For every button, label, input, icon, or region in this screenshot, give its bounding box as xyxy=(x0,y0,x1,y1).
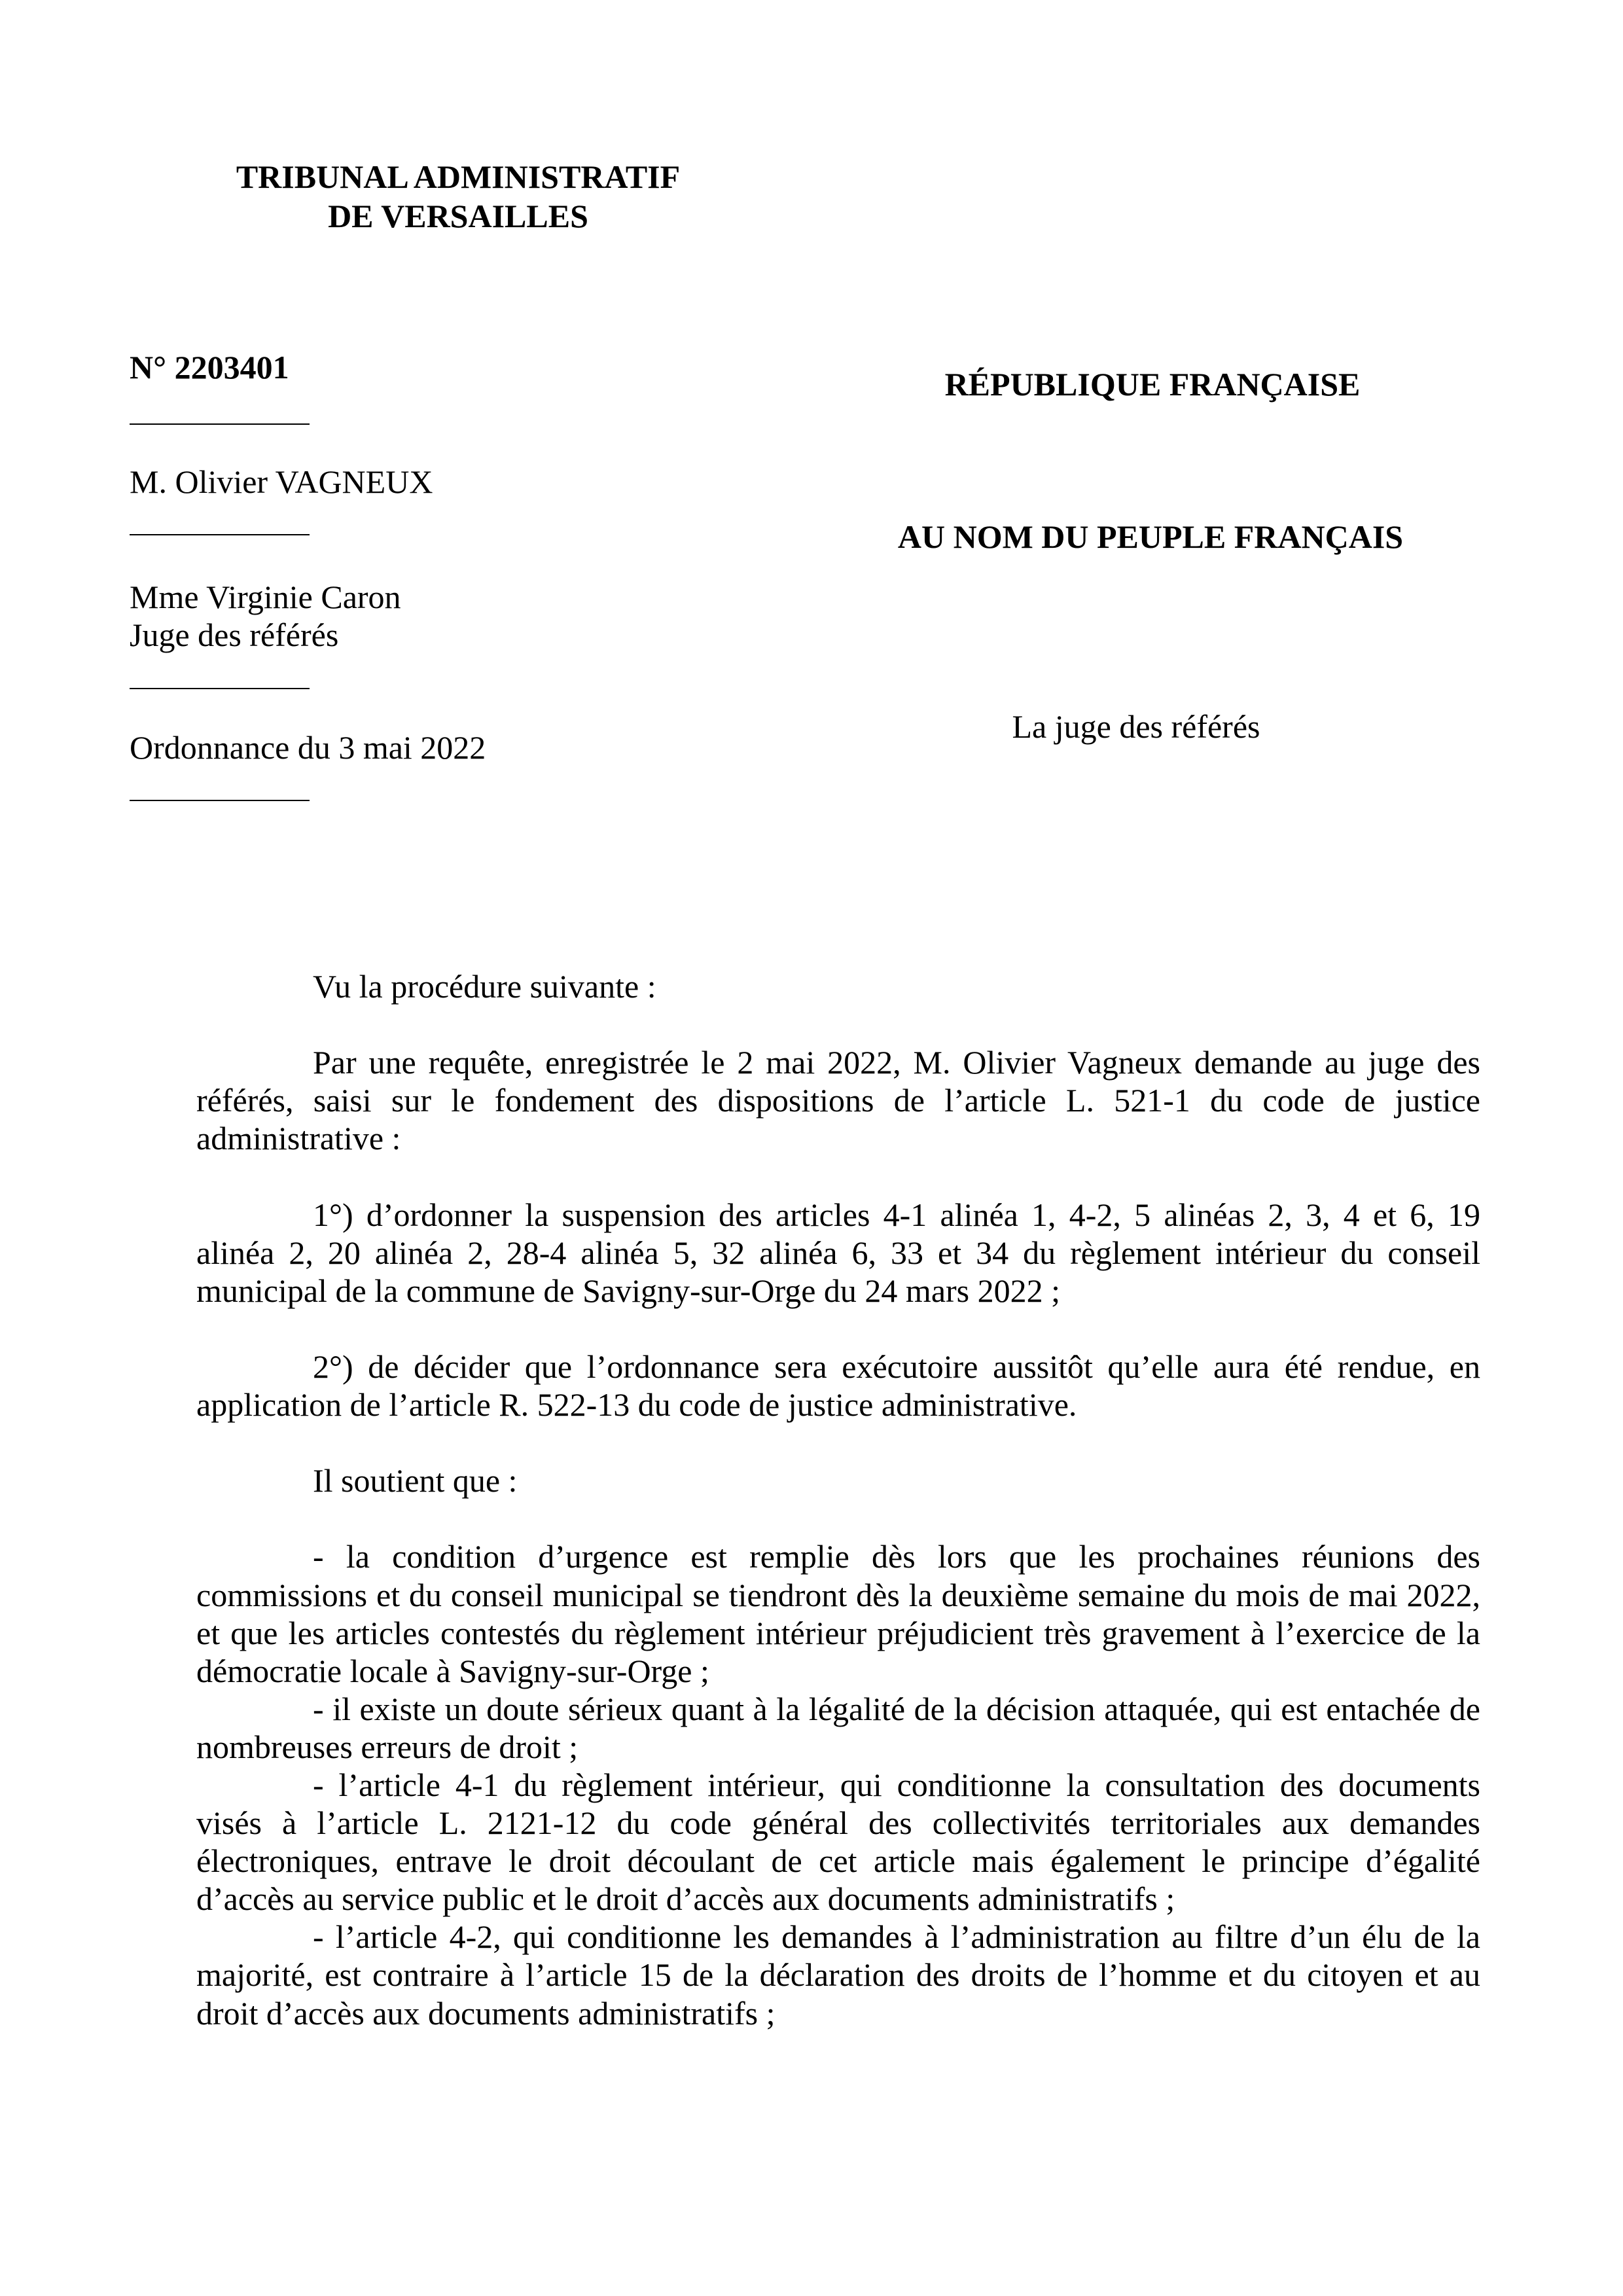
paragraph-request xyxy=(196,1043,1480,1157)
text-line: administrative : xyxy=(196,1120,401,1157)
paragraph-procedure-intro xyxy=(196,967,1480,1005)
paragraph-argument-urgency xyxy=(196,1537,1480,1689)
court-name-line1: TRIBUNAL ADMINISTRATIF xyxy=(236,158,681,195)
party-name: M. Olivier VAGNEUX xyxy=(130,463,433,500)
text-line: d’accès au service public et le droit d’accès aux documents administratifs ; xyxy=(196,1880,1175,1918)
separator-line xyxy=(130,800,310,801)
paragraph-arguments-intro xyxy=(196,1462,1480,1499)
text-line: - l’article 4-1 du règlement intérieur, qui conditionne la consultation des documents xyxy=(313,1766,1480,1803)
text-line: commissions et du conseil municipal se tiendront dès la deuxième semaine du mois de mai 2022, xyxy=(196,1576,1480,1613)
judge-name: Mme Virginie Caron xyxy=(130,579,401,615)
text-line: droit d’accès aux documents administratifs ; xyxy=(196,1994,776,2032)
judge-heading: La juge des référés xyxy=(1012,708,1260,745)
text-line: 1°) d’ordonner la suspension des articles 4-1 alinéa 1, 4-2, 5 alinéas 2, 3, 4 et 6, 19 xyxy=(313,1196,1480,1233)
text-line: 2°) de décider que l’ordonnance sera exécutoire aussitôt qu’elle aura été rendue, en xyxy=(313,1348,1480,1385)
text-line: Par une requête, enregistrée le 2 mai 2022, M. Olivier Vagneux demande au juge des xyxy=(313,1044,1480,1081)
text-line: majorité, est contraire à l’article 15 de la déclaration des droits de l’homme et du citoyen et au xyxy=(196,1956,1480,1994)
text-line: électroniques, entrave le droit découlant de cet article mais également le principe d’égalité xyxy=(196,1842,1480,1880)
paragraph-argument-article-4-2 xyxy=(196,1918,1480,2032)
text-line: municipal de la commune de Savigny-sur-Orge du 24 mars 2022 ; xyxy=(196,1272,1061,1309)
text-line: Il soutient que : xyxy=(313,1462,518,1499)
text-line: et que les articles contestés du règlement intérieur préjudicient très gravement à l’exercice de la xyxy=(196,1614,1480,1651)
court-name-line2: DE VERSAILLES xyxy=(328,198,588,234)
separator-line xyxy=(130,688,310,689)
text-line: - il existe un doute sérieux quant à la légalité de la décision attaquée, qui est entachée de xyxy=(313,1690,1480,1727)
paragraph-claim-1 xyxy=(196,1196,1480,1310)
paragraph-argument-doubt xyxy=(196,1690,1480,1766)
separator-line xyxy=(130,423,310,425)
people-heading: AU NOM DU PEUPLE FRANÇAIS xyxy=(897,518,1404,555)
ordonnance-date: Ordonnance du 3 mai 2022 xyxy=(130,729,486,766)
republic-heading: RÉPUBLIQUE FRANÇAISE xyxy=(944,366,1361,403)
document-body xyxy=(196,967,1480,2032)
text-line: application de l’article R. 522-13 du code de justice administrative. xyxy=(196,1386,1077,1424)
paragraph-argument-article-4-1 xyxy=(196,1766,1480,1918)
paragraph-claim-2 xyxy=(196,1348,1480,1424)
text-line: visés à l’article L. 2121-12 du code général des collectivités territoriales aux demandes xyxy=(196,1804,1480,1842)
text-line: - la condition d’urgence est remplie dès lors que les prochaines réunions des xyxy=(313,1538,1480,1575)
separator-line xyxy=(130,534,310,535)
text-line: Vu la procédure suivante : xyxy=(313,968,656,1005)
text-line: référés, saisi sur le fondement des dispositions de l’article L. 521-1 du code de justice xyxy=(196,1082,1480,1119)
text-line: démocratie locale à Savigny-sur-Orge ; xyxy=(196,1652,709,1689)
text-line: - l’article 4-2, qui conditionne les demandes à l’administration au filtre d’un élu de la xyxy=(313,1918,1480,1956)
judge-role: Juge des référés xyxy=(130,617,339,653)
text-line: nombreuses erreurs de droit ; xyxy=(196,1728,579,1765)
text-line: alinéa 2, 20 alinéa 2, 28-4 alinéa 5, 32 alinéa 6, 33 et 34 du règlement intérieur du conseil xyxy=(196,1234,1480,1271)
case-number: N° 2203401 xyxy=(130,349,289,386)
